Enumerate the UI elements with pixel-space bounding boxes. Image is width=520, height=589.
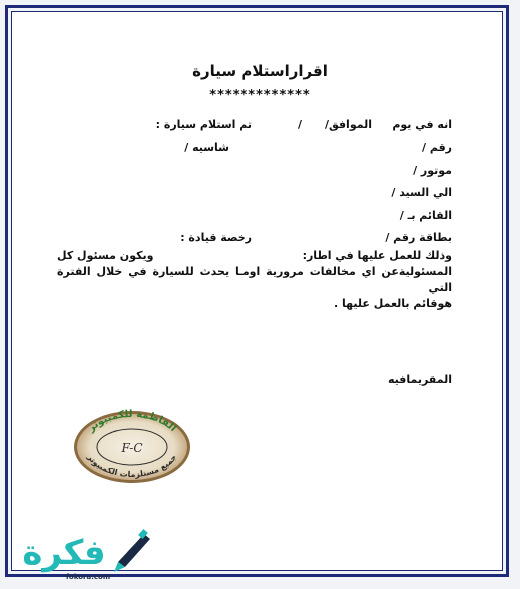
line6-id-card: بطاقة رقم /: [385, 231, 452, 244]
company-seal-stamp: [70, 405, 194, 485]
line2-chassis: شاسيه /: [184, 141, 229, 154]
document-title: اقراراستلام سيارة: [192, 62, 328, 80]
line1-car-received: تم استلام سيارة :: [155, 118, 252, 131]
watermark-logo-text: فكرة: [22, 533, 106, 573]
line2-number: رقم /: [421, 141, 452, 154]
pencil-icon: [114, 529, 150, 572]
line1-slash-1: /: [324, 118, 329, 131]
watermark-domain: fokora.com: [65, 573, 111, 581]
line3-motor: موتور /: [413, 164, 452, 177]
title-underline-stars: *************: [209, 88, 311, 103]
line1-corresponding: الموافق: [328, 118, 372, 131]
para-line2: المسئوليةعن اي مخالفات مرورية اومـا يحدث للسيارة في خلال الفترة التي: [57, 265, 452, 294]
para-line3: هوقائم بالعمل عليها .: [334, 297, 452, 310]
seal-bottom-text: جميع مستلزمات الكمبيوتر: [85, 452, 179, 480]
para-line1-start: وذلك للعمل عليها في اطار:: [302, 249, 452, 262]
body-paragraph: [57, 248, 452, 312]
line6-license: رخصة قيادة :: [180, 231, 252, 244]
seal-center-initials: F-C: [121, 441, 143, 455]
fokora-watermark-logo: [6, 522, 151, 584]
line1-day: انه في يوم: [392, 118, 452, 131]
acknowledger-signature-label: المقريمافيه: [387, 373, 452, 386]
line4-mister: الي السيد /: [391, 186, 452, 199]
para-line1-end: ويكون مسئول كل: [57, 249, 154, 262]
line1-slash-2: /: [297, 118, 302, 131]
seal-top-text: الفاطمة للكمبيوتر: [85, 408, 179, 435]
line5-role: القائم بـ /: [399, 209, 452, 222]
